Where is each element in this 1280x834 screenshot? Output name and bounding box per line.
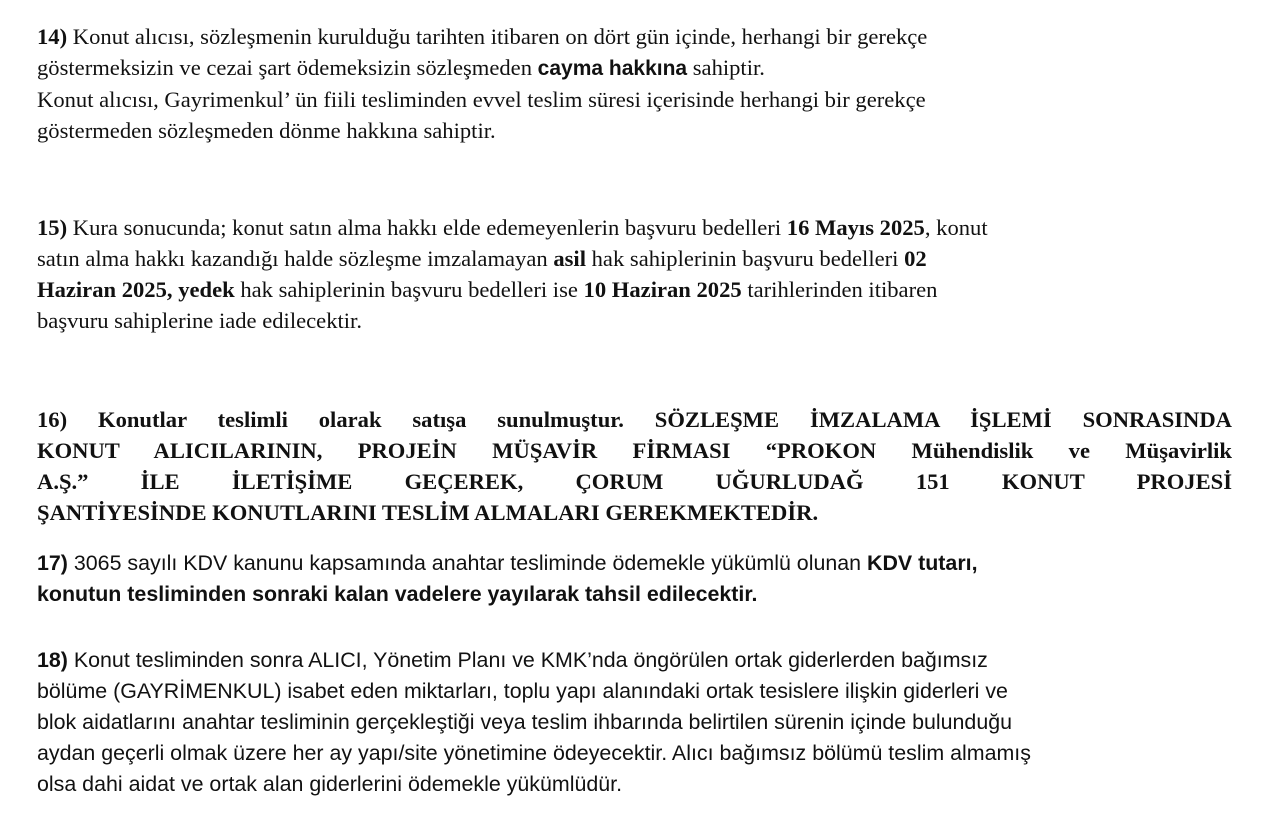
clause-14-text-2c: sahiptir. — [687, 55, 765, 80]
clause-17-line-2 — [37, 579, 1232, 610]
clause-14-cayma-hakki: cayma hakkına — [537, 57, 688, 80]
clause-18-line-5: olsa dahi aidat ve ortak alan giderlerini ödemekle yükümlüdür. — [37, 772, 623, 796]
clause-17-number: 17) — [37, 551, 68, 575]
clause-15 — [37, 212, 1232, 336]
clause-15-text-3d: tarihlerinden itibaren — [741, 277, 938, 302]
clause-15-date-1: 16 Mayıs 2025 — [786, 215, 925, 240]
clause-14-text-1: Konut alıcısı, sözleşmenin kurulduğu tarihten itibaren on dört gün içinde, herhangi bir gerekçe — [72, 24, 928, 49]
clause-15-line-3 — [37, 274, 1232, 305]
clause-16-line-4: ŞANTİYESİNDE KONUTLARINI TESLİM ALMALARI GEREKMEKTEDİR. — [37, 500, 819, 525]
clause-14 — [37, 21, 1232, 146]
clause-17-line-1 — [37, 548, 1232, 579]
clause-17-kdv-tutari: KDV tutarı, — [867, 551, 978, 575]
clause-15-number: 15) — [37, 215, 68, 240]
clause-15-text-3b: hak sahiplerinin başvuru bedelleri ise — [234, 277, 584, 302]
clause-15-text-2a: satın alma hakkı kazandığı halde sözleşme imzalamayan — [37, 246, 554, 271]
clause-18-line-3: blok aidatlarını anahtar tesliminin gerçekleştiği veya teslim ihbarında belirtilen sürenin içinde bulunduğu — [37, 710, 1013, 734]
clause-14-line-2 — [37, 52, 1232, 84]
clause-18 — [37, 645, 1232, 800]
clause-15-text-1c: , konut — [924, 215, 988, 240]
clause-15-date-3: 10 Haziran 2025 — [583, 277, 742, 302]
clause-16-line-1: 16) Konutlar teslimli olarak satışa sunulmuştur. SÖZLEŞME İMZALAMA İŞLEMİ SONRASINDA — [37, 407, 1232, 432]
clause-15-line-2 — [37, 243, 1232, 274]
clause-14-number: 14) — [37, 24, 68, 49]
clause-14-line-1 — [37, 21, 1232, 52]
clause-18-line-2: bölüme (GAYRİMENKUL) isabet eden miktarları, toplu yapı alanındaki ortak tesislere ilişkin giderleri ve — [37, 679, 1008, 703]
clause-14-line-3: Konut alıcısı, Gayrimenkul’ ün fiili tesliminden evvel teslim süresi içerisinde herhangi bir gerekçe — [37, 87, 926, 112]
clause-15-date-2a: 02 — [904, 246, 927, 271]
clause-14-line-4: göstermeden sözleşmeden dönme hakkına sahiptir. — [37, 118, 496, 143]
clause-18-text-1: Konut tesliminden sonra ALICI, Yönetim Planı ve KMK’nda öngörülen ortak giderlerden bağımsız — [73, 648, 988, 672]
clause-15-line-1 — [37, 212, 1232, 243]
clause-18-line-1 — [37, 645, 1232, 676]
clause-15-date-2b: Haziran 2025, yedek — [37, 277, 235, 302]
clause-14-text-2a: göstermeksizin ve cezai şart ödemeksizin sözleşmeden — [37, 55, 538, 80]
clause-15-asil: asil — [553, 246, 586, 271]
clause-17 — [37, 548, 1232, 610]
clause-16-line-3: A.Ş.” İLE İLETİŞİME GEÇEREK, ÇORUM UĞURLUDAĞ 151 KONUT PROJESİ — [37, 469, 1232, 494]
clause-16 — [37, 404, 1232, 528]
clause-17-text-1a: 3065 sayılı KDV kanunu kapsamında anahtar tesliminde ödemekle yükümlü olunan — [73, 551, 867, 575]
clause-18-number: 18) — [37, 648, 68, 672]
clause-17-text-2: konutun tesliminden sonraki kalan vadelere yayılarak tahsil edilecektir. — [37, 582, 758, 606]
clause-15-text-1a: Kura sonucunda; konut satın alma hakkı elde edemeyenlerin başvuru bedelleri — [72, 215, 787, 240]
clause-18-line-4: aydan geçerli olmak üzere her ay yapı/site yönetimine ödeyecektir. Alıcı bağımsız bölümü teslim almamış — [37, 741, 1031, 765]
clause-15-line-4: başvuru sahiplerine iade edilecektir. — [37, 308, 362, 333]
clause-16-line-2: KONUT ALICILARININ, PROJEİN MÜŞAVİR FİRMASI “PROKON Mühendislik ve Müşavirlik — [37, 438, 1232, 463]
clause-15-text-2c: hak sahiplerinin başvuru bedelleri — [585, 246, 905, 271]
